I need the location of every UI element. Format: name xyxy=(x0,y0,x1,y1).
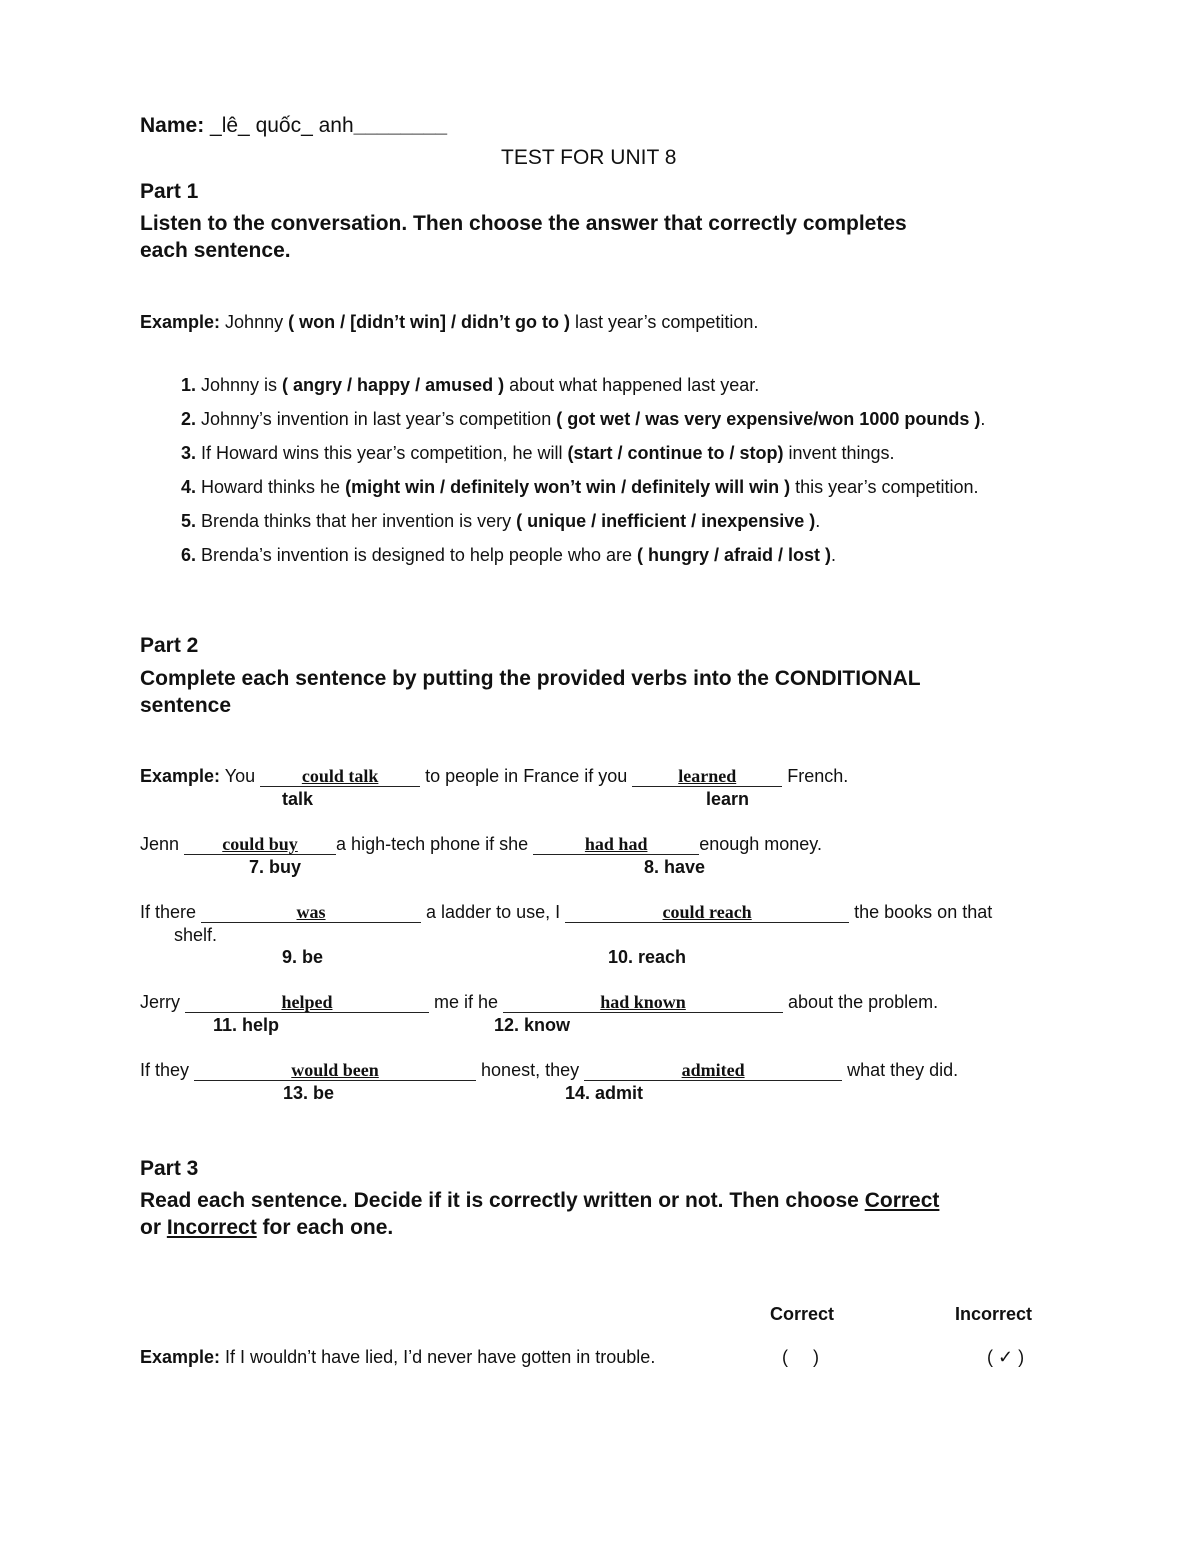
column-header-correct: Correct xyxy=(770,1304,835,1324)
list-item: 4. Howard thinks he (might win / definitely won’t win / definitely will win ) this year’s competition. xyxy=(180,477,979,497)
answer-choices[interactable]: ( angry / happy / amused ) xyxy=(282,375,505,395)
verb-label: talk xyxy=(282,789,314,809)
part2-example: Example: You could talk to people in France if you learned French. xyxy=(140,766,849,786)
name-label: Name: xyxy=(140,114,211,137)
part2-instruction-line2: sentence xyxy=(140,694,232,717)
answer-blank[interactable]: had known xyxy=(503,992,783,1013)
answer-choices[interactable]: ( got wet / was very expensive/won 1000 pounds ) xyxy=(556,409,981,429)
answer-choices[interactable]: ( unique / inefficient / inexpensive ) xyxy=(516,511,816,531)
verb-label: learn xyxy=(706,789,750,809)
question-9-10-wrap: shelf. xyxy=(174,925,218,945)
verb-label: 10. reach xyxy=(608,947,687,967)
example-label: Example: xyxy=(140,312,221,332)
verb-label: 13. be xyxy=(283,1083,335,1103)
example-label: Example: xyxy=(140,1347,221,1367)
verb-label: 12. know xyxy=(494,1015,571,1035)
part1-question-list xyxy=(140,372,985,576)
answer-blank[interactable]: learned xyxy=(632,766,782,787)
verb-label: 8. have xyxy=(644,857,706,877)
example-label: Example: xyxy=(140,766,221,786)
incorrect-word: Incorrect xyxy=(166,1216,257,1239)
part3-instruction-line1: Read each sentence. Decide if it is correctly written or not. Then choose Correct xyxy=(140,1189,940,1212)
column-header-incorrect: Incorrect xyxy=(955,1304,1033,1324)
part1-example: Example: Johnny ( won / [didn’t win] / didn’t go to ) last year’s competition. xyxy=(140,312,759,332)
question-9-10: If there was a ladder to use, I could reach the books on that xyxy=(140,902,993,922)
name-line xyxy=(140,114,447,138)
correct-word: Correct xyxy=(864,1189,940,1212)
question-7-8: Jenn could buy a high-tech phone if she had had enough money. xyxy=(140,834,822,854)
verb-label: 14. admit xyxy=(565,1083,644,1103)
part3-instruction-line2: or Incorrect for each one. xyxy=(140,1216,394,1239)
answer-blank[interactable]: had had xyxy=(533,834,699,855)
example-choices: ( won / [didn’t win] / didn’t go to ) xyxy=(288,312,571,332)
page-title: TEST FOR UNIT 8 xyxy=(501,146,677,169)
answer-choices[interactable]: (start / continue to / stop) xyxy=(567,443,784,463)
answer-blank[interactable]: could reach xyxy=(565,902,849,923)
verb-label: 9. be xyxy=(282,947,324,967)
incorrect-checkbox[interactable]: ( ✓ ) xyxy=(987,1347,1025,1367)
answer-blank[interactable]: helped xyxy=(185,992,429,1013)
question-11-12: Jerry helped me if he had known about the problem. xyxy=(140,992,939,1012)
list-item: 1. Johnny is ( angry / happy / amused ) about what happened last year. xyxy=(180,375,760,395)
answer-blank[interactable]: admited xyxy=(584,1060,842,1081)
part3-title: Part 3 xyxy=(140,1157,199,1180)
part3-example: Example: If I wouldn’t have lied, I’d never have gotten in trouble. xyxy=(140,1347,656,1367)
list-item: 6. Brenda’s invention is designed to help people who are ( hungry / afraid / lost ). xyxy=(180,545,837,565)
part2-title: Part 2 xyxy=(140,634,199,657)
part2-instruction-line1: Complete each sentence by putting the provided verbs into the CONDITIONAL xyxy=(140,667,921,690)
answer-blank[interactable]: could buy xyxy=(184,834,336,855)
name-blank: ________ xyxy=(353,114,448,137)
part1-instruction-line2: each sentence. xyxy=(140,239,291,262)
question-13-14: If they would been honest, they admited what they did. xyxy=(140,1060,959,1080)
answer-blank[interactable]: could talk xyxy=(260,766,420,787)
correct-checkbox[interactable]: ( ) xyxy=(782,1347,819,1367)
part1-title: Part 1 xyxy=(140,180,199,203)
answer-blank[interactable]: would been xyxy=(194,1060,476,1081)
list-item: 2. Johnny’s invention in last year’s competition ( got wet / was very expensive/won 1000 pounds ). xyxy=(180,409,986,429)
answer-blank[interactable]: was xyxy=(201,902,421,923)
answer-choices[interactable]: ( hungry / afraid / lost ) xyxy=(636,545,831,565)
verb-label: 7. buy xyxy=(249,857,302,877)
list-item: 3. If Howard wins this year’s competition, he will (start / continue to / stop) invent things. xyxy=(180,443,895,463)
part1-instruction-line1: Listen to the conversation. Then choose the answer that correctly completes xyxy=(140,212,907,235)
verb-label: 11. help xyxy=(213,1015,280,1035)
list-item: 5. Brenda thinks that her invention is very ( unique / inefficient / inexpensive ). xyxy=(180,511,821,531)
name-value: _lê_ quốc_ anh xyxy=(210,114,354,137)
answer-choices[interactable]: (might win / definitely won’t win / definitely will win ) xyxy=(345,477,791,497)
